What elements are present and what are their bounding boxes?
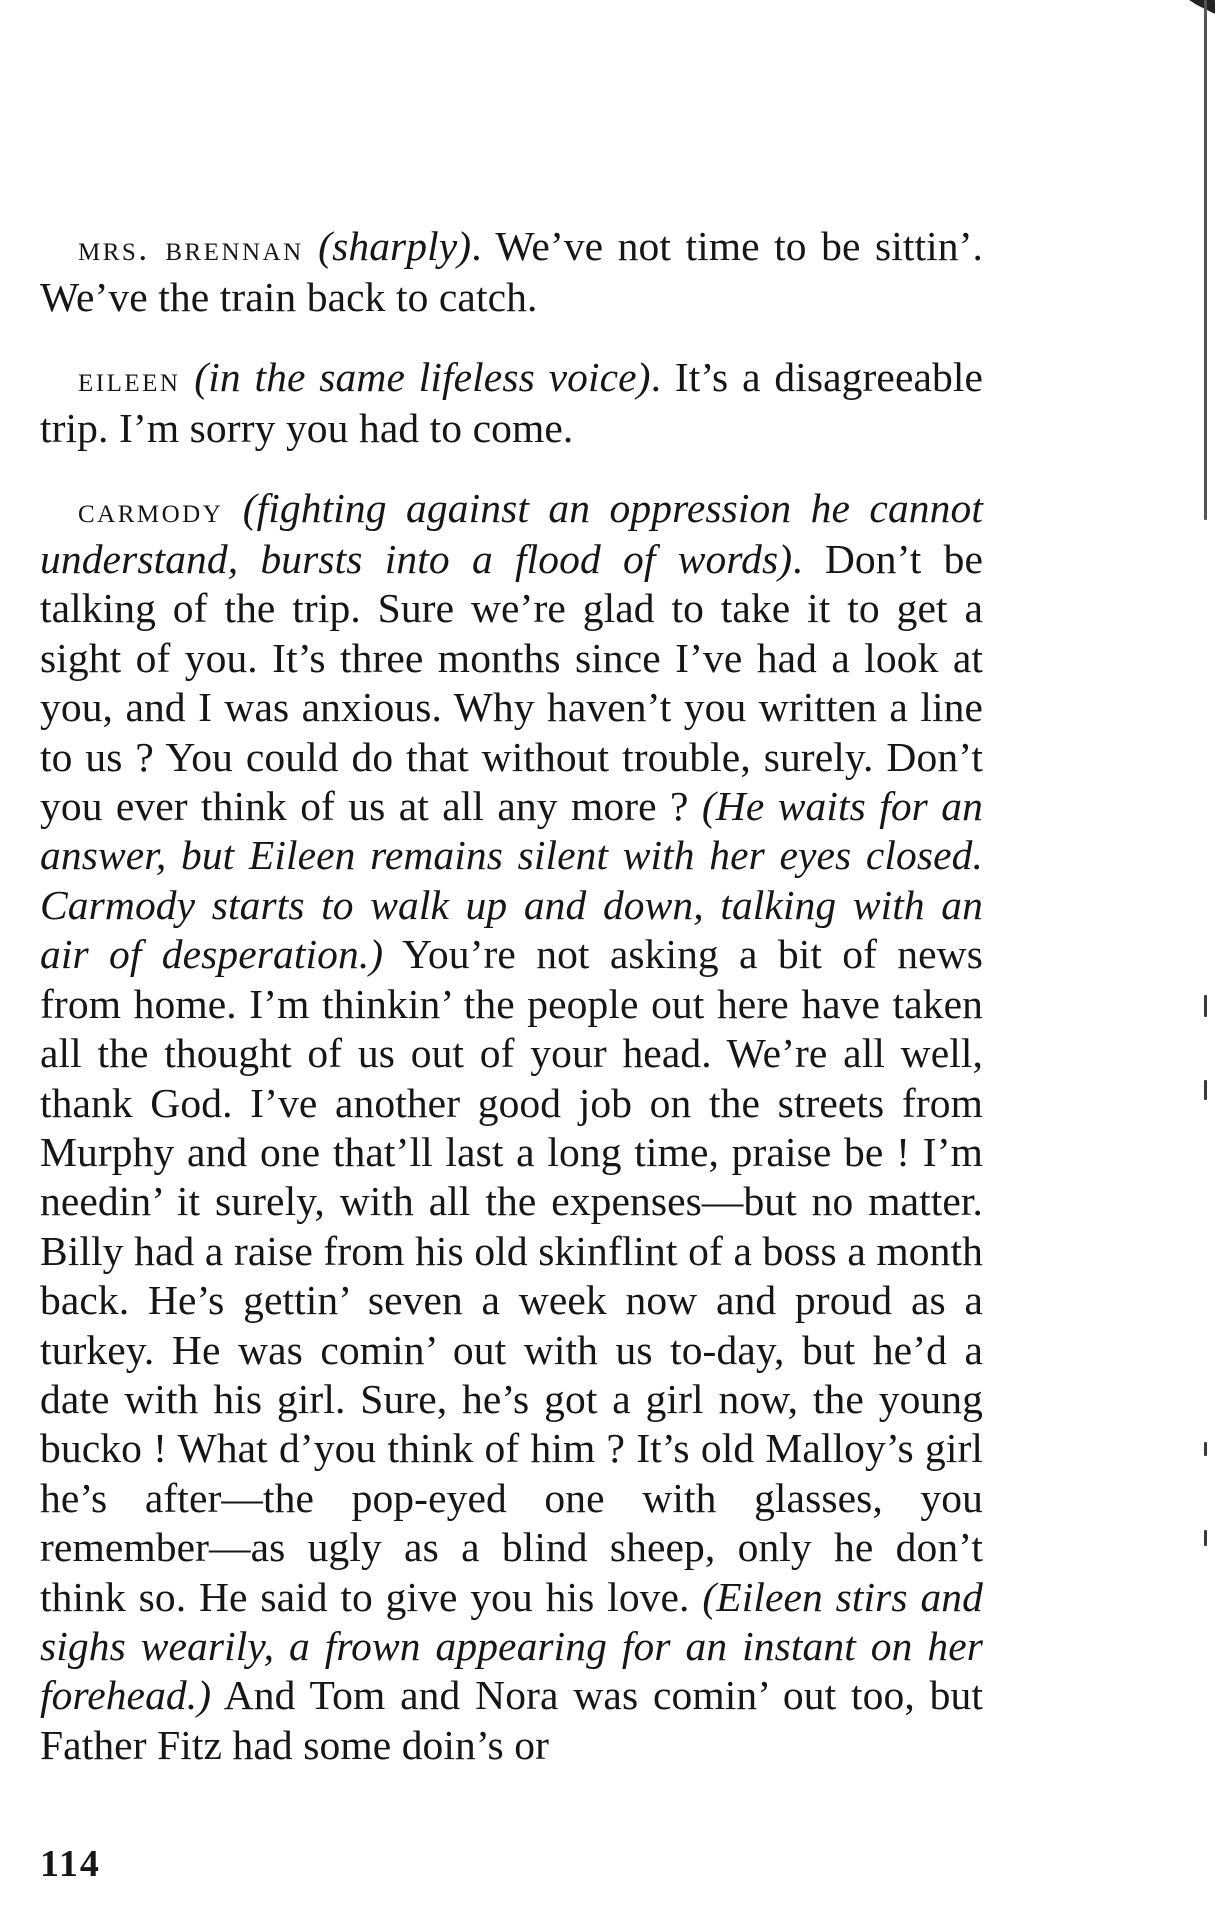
dialogue-text — [304, 223, 319, 269]
speaker-name: mrs. brennan — [78, 228, 304, 268]
dialogue-text: And Tom and Nora was comin’ out too, but Father Fitz had some doin’s or — [40, 1672, 983, 1768]
speech-mrs-brennan — [40, 222, 983, 323]
scan-edge-line — [1204, 0, 1207, 520]
speech-eileen — [40, 353, 983, 454]
stage-direction: (Eileen stirs and sighs wearily, a frown appearing for an instant on her forehead.) — [40, 1573, 983, 1719]
scan-edge-mark — [1204, 995, 1207, 1017]
dialogue-text: . Don’t be talking of the trip. Sure we’re glad to take it to get a sight of you. It’s three months since I’ve had a look at you, and I was anxious. Why haven’t you written a line to us ? You could do that without trouble, surely. Don’t you ever think of us at all any more ? — [40, 536, 983, 830]
scan-edge-mark — [1204, 1080, 1207, 1100]
dialogue-text — [223, 485, 242, 531]
dialogue-text: . We’ve not time to be sittin’. We’ve the train back to catch. — [40, 223, 983, 321]
speech-carmody — [40, 484, 983, 1771]
dialogue-text — [180, 354, 194, 400]
scan-edge-mark — [1204, 1530, 1207, 1546]
scan-edge-mark — [1204, 1442, 1207, 1456]
stage-direction: (fighting against an oppression he cannot understand, bursts into a flood of words) — [40, 484, 983, 583]
stage-direction: (He waits for an answer, but Eileen remains silent with her eyes closed. Carmody starts to walk up and down, talking with an air of desperation.) — [40, 783, 983, 978]
play-text — [40, 222, 983, 1770]
dialogue-text: You’re not asking a bit of news from home. I’m thinkin’ the people out here have taken all the thought of us out of your head. We’re all well, thank God. I’ve another good job on the streets from Murphy and one that’ll last a long time, praise be ! I’m needin’ it surely, with all the expenses—but no matter. Billy had a raise from his old skinflint of a boss a month back. He’s gettin’ seven a week now and proud as a turkey. He was comin’ out with us to-day, but he’d a date with his girl. Sure, he’s got a girl now, the young bucko ! What d’you think of him ? It’s old Malloy’s girl he’s after—the pop-eyed one with glasses, you remember—as ugly as a blind sheep, only he don’t think so. He said to give you his love. — [40, 931, 983, 1620]
scan-corner-mark — [1189, 0, 1215, 14]
page-number: 114 — [40, 1843, 101, 1885]
dialogue-text: . It’s a disagreeable trip. I’m sorry you had to come. — [40, 353, 983, 452]
speaker-name: eileen — [78, 358, 181, 399]
speaker-name: carmody — [78, 489, 224, 530]
stage-direction: (sharply) — [318, 223, 472, 269]
stage-direction: (in the same lifeless voice) — [194, 353, 651, 400]
